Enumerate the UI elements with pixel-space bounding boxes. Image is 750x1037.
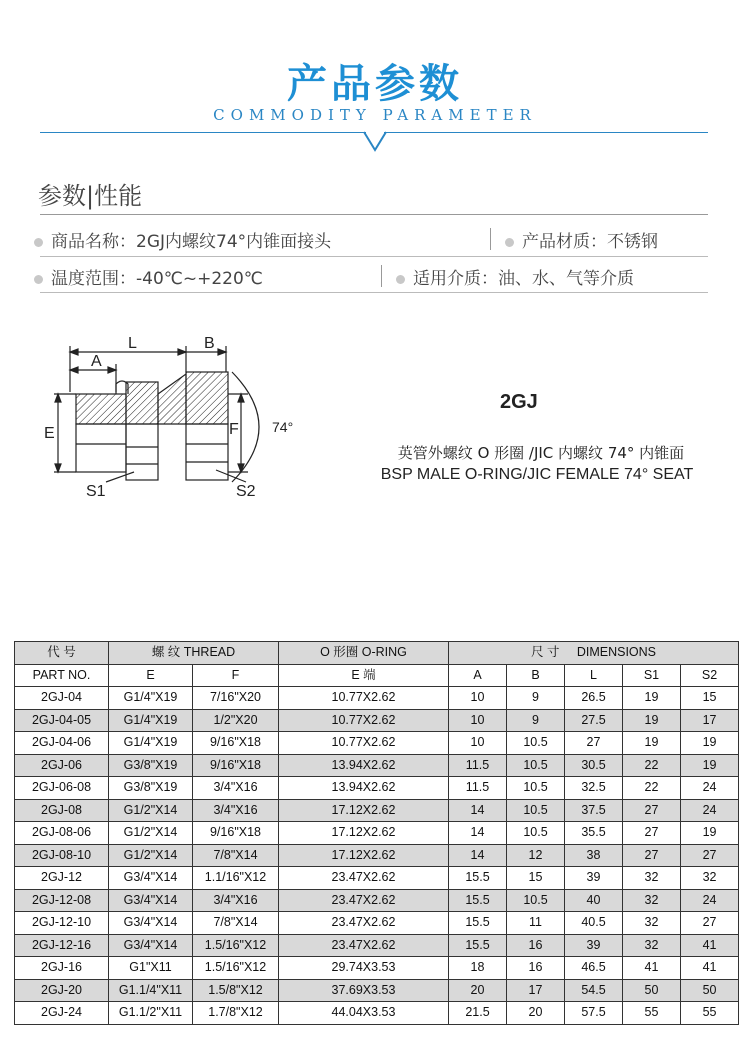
cell-oring-e-end: 10.77X2.62 xyxy=(279,709,449,732)
cell-dim-s1: 55 xyxy=(623,1002,681,1025)
spec-product-name-text: 商品名称：2GJ内螺纹74°内锥面接头 xyxy=(51,232,332,252)
cell-part-no: 2GJ-08-06 xyxy=(15,822,109,845)
chevron-down-icon xyxy=(362,124,388,152)
cell-dim-s2: 41 xyxy=(681,957,739,980)
cell-dim-a: 10 xyxy=(449,687,507,710)
cell-thread-e: G1/4"X19 xyxy=(109,709,193,732)
cell-dim-a: 11.5 xyxy=(449,754,507,777)
cell-dim-s1: 22 xyxy=(623,777,681,800)
header-l: L xyxy=(565,664,623,687)
table-row xyxy=(15,732,739,755)
cell-dim-s2: 24 xyxy=(681,889,739,912)
cell-dim-a: 21.5 xyxy=(449,1002,507,1025)
header-e-end: E 端 xyxy=(279,664,449,687)
cell-dim-a: 14 xyxy=(449,844,507,867)
cell-oring-e-end: 37.69X3.53 xyxy=(279,979,449,1002)
cell-dim-a: 15.5 xyxy=(449,867,507,890)
page-subtitle: COMMODITY PARAMETER xyxy=(213,106,537,124)
cell-thread-e: G1"X11 xyxy=(109,957,193,980)
dim-label-s1: S1 xyxy=(86,483,106,500)
title-divider-left xyxy=(40,132,366,133)
cell-dim-b: 16 xyxy=(507,957,565,980)
spec-medium xyxy=(396,264,634,289)
table-row xyxy=(15,889,739,912)
cell-thread-f: 7/16"X20 xyxy=(193,687,279,710)
dim-label-l: L xyxy=(128,335,137,352)
product-description-cn: 英管外螺纹 O 形圈 /JIC 内螺纹 74° 内锥面 xyxy=(397,444,685,462)
header-thread: 螺 纹 THREAD xyxy=(109,642,279,665)
spec-row-divider xyxy=(40,292,708,293)
cell-thread-e: G1/2"X14 xyxy=(109,844,193,867)
cell-dim-a: 10 xyxy=(449,732,507,755)
spec-separator xyxy=(381,265,382,287)
bullet-icon xyxy=(396,275,405,284)
cell-part-no: 2GJ-08 xyxy=(15,799,109,822)
cell-dim-s2: 41 xyxy=(681,934,739,957)
cell-dim-l: 26.5 xyxy=(565,687,623,710)
cell-dim-s1: 32 xyxy=(623,912,681,935)
cell-dim-s2: 19 xyxy=(681,732,739,755)
cell-oring-e-end: 23.47X2.62 xyxy=(279,889,449,912)
cell-thread-f: 3/4"X16 xyxy=(193,777,279,800)
cell-dim-s1: 27 xyxy=(623,844,681,867)
spec-temperature-text: 温度范围：-40℃~+220℃ xyxy=(51,269,263,289)
header-dimensions xyxy=(449,642,739,665)
cell-thread-e: G3/8"X19 xyxy=(109,754,193,777)
table-row xyxy=(15,912,739,935)
cell-dim-s1: 19 xyxy=(623,687,681,710)
spec-material-text: 产品材质：不锈钢 xyxy=(522,232,658,252)
cell-dim-b: 17 xyxy=(507,979,565,1002)
cell-part-no: 2GJ-06-08 xyxy=(15,777,109,800)
cell-dim-s1: 19 xyxy=(623,732,681,755)
cell-dim-b: 10.5 xyxy=(507,732,565,755)
cell-oring-e-end: 17.12X2.62 xyxy=(279,799,449,822)
cell-dim-s1: 32 xyxy=(623,934,681,957)
dim-label-angle: 74° xyxy=(272,419,294,435)
table-body xyxy=(15,687,739,1025)
cell-dim-a: 14 xyxy=(449,799,507,822)
cell-dim-a: 15.5 xyxy=(449,889,507,912)
cell-oring-e-end: 10.77X2.62 xyxy=(279,687,449,710)
page-title: 产品参数 xyxy=(287,61,463,107)
cell-dim-b: 10.5 xyxy=(507,799,565,822)
cell-oring-e-end: 17.12X2.62 xyxy=(279,822,449,845)
table-header-row xyxy=(15,642,739,665)
cell-dim-l: 37.5 xyxy=(565,799,623,822)
cell-dim-l: 54.5 xyxy=(565,979,623,1002)
cell-dim-s2: 24 xyxy=(681,799,739,822)
header-b: B xyxy=(507,664,565,687)
cell-oring-e-end: 23.47X2.62 xyxy=(279,934,449,957)
header-dimensions-cn: 尺 寸 xyxy=(530,645,560,660)
cell-thread-f: 1.5/16"X12 xyxy=(193,934,279,957)
cell-dim-s1: 22 xyxy=(623,754,681,777)
spec-temperature xyxy=(34,264,263,289)
cell-dim-l: 40 xyxy=(565,889,623,912)
dim-label-b: B xyxy=(204,335,215,352)
cell-thread-f: 3/4"X16 xyxy=(193,799,279,822)
bullet-icon xyxy=(34,238,43,247)
cell-dim-s2: 17 xyxy=(681,709,739,732)
cell-part-no: 2GJ-08-10 xyxy=(15,844,109,867)
cell-dim-s1: 27 xyxy=(623,799,681,822)
cell-dim-b: 10.5 xyxy=(507,754,565,777)
bullet-icon xyxy=(505,238,514,247)
bullet-icon xyxy=(34,275,43,284)
cell-part-no: 2GJ-06 xyxy=(15,754,109,777)
spec-product-name xyxy=(34,227,331,252)
cell-part-no: 2GJ-04-05 xyxy=(15,709,109,732)
table-row xyxy=(15,979,739,1002)
cell-dim-a: 11.5 xyxy=(449,777,507,800)
cell-dim-l: 27 xyxy=(565,732,623,755)
cell-oring-e-end: 17.12X2.62 xyxy=(279,844,449,867)
cell-dim-s1: 50 xyxy=(623,979,681,1002)
cell-thread-f: 9/16"X18 xyxy=(193,822,279,845)
cell-dim-a: 20 xyxy=(449,979,507,1002)
cell-thread-e: G1.1/2"X11 xyxy=(109,1002,193,1025)
table-row xyxy=(15,867,739,890)
table-row xyxy=(15,777,739,800)
cell-dim-s2: 32 xyxy=(681,867,739,890)
title-divider-right xyxy=(384,132,708,133)
cell-dim-a: 15.5 xyxy=(449,912,507,935)
cell-dim-b: 9 xyxy=(507,687,565,710)
cell-dim-l: 46.5 xyxy=(565,957,623,980)
cell-part-no: 2GJ-04 xyxy=(15,687,109,710)
cell-dim-l: 57.5 xyxy=(565,1002,623,1025)
cell-dim-s2: 55 xyxy=(681,1002,739,1025)
cell-thread-e: G3/4"X14 xyxy=(109,934,193,957)
cell-thread-f: 9/16"X18 xyxy=(193,732,279,755)
cell-part-no: 2GJ-12-16 xyxy=(15,934,109,957)
table-row xyxy=(15,709,739,732)
cell-part-no: 2GJ-12-08 xyxy=(15,889,109,912)
cell-oring-e-end: 44.04X3.53 xyxy=(279,1002,449,1025)
cell-oring-e-end: 13.94X2.62 xyxy=(279,777,449,800)
cell-thread-e: G3/8"X19 xyxy=(109,777,193,800)
header-a: A xyxy=(449,664,507,687)
cell-dim-s2: 24 xyxy=(681,777,739,800)
cell-dim-s2: 50 xyxy=(681,979,739,1002)
cell-dim-l: 40.5 xyxy=(565,912,623,935)
cell-dim-s2: 19 xyxy=(681,822,739,845)
cell-dim-s1: 41 xyxy=(623,957,681,980)
header-part-no: PART NO. xyxy=(15,664,109,687)
cell-dim-l: 30.5 xyxy=(565,754,623,777)
header-oring: O 形圈 O-RING xyxy=(279,642,449,665)
cell-thread-f: 1.5/16"X12 xyxy=(193,957,279,980)
cell-dim-b: 20 xyxy=(507,1002,565,1025)
cell-thread-e: G1/4"X19 xyxy=(109,687,193,710)
cell-dim-b: 10.5 xyxy=(507,777,565,800)
product-code: 2GJ xyxy=(500,391,538,413)
cell-thread-e: G1/2"X14 xyxy=(109,822,193,845)
dimensions-table xyxy=(14,641,739,1025)
cell-thread-f: 7/8"X14 xyxy=(193,912,279,935)
table-row xyxy=(15,687,739,710)
cell-dim-s1: 19 xyxy=(623,709,681,732)
cell-dim-l: 27.5 xyxy=(565,709,623,732)
header-code: 代 号 xyxy=(15,642,109,665)
cell-dim-b: 9 xyxy=(507,709,565,732)
product-description-en: BSP MALE O-RING/JIC FEMALE 74° SEAT xyxy=(380,466,694,483)
cell-thread-f: 3/4"X16 xyxy=(193,889,279,912)
table-row xyxy=(15,754,739,777)
cell-dim-b: 16 xyxy=(507,934,565,957)
section-divider xyxy=(40,214,708,215)
cell-thread-e: G1/2"X14 xyxy=(109,799,193,822)
cell-thread-e: G3/4"X14 xyxy=(109,912,193,935)
cell-part-no: 2GJ-12 xyxy=(15,867,109,890)
dim-label-e: E xyxy=(44,425,55,442)
cell-dim-b: 11 xyxy=(507,912,565,935)
cell-thread-e: G3/4"X14 xyxy=(109,867,193,890)
cell-thread-f: 7/8"X14 xyxy=(193,844,279,867)
cell-dim-s2: 27 xyxy=(681,844,739,867)
cell-dim-b: 15 xyxy=(507,867,565,890)
table-row xyxy=(15,844,739,867)
cell-dim-s2: 19 xyxy=(681,754,739,777)
cell-part-no: 2GJ-20 xyxy=(15,979,109,1002)
cell-part-no: 2GJ-16 xyxy=(15,957,109,980)
cell-dim-l: 39 xyxy=(565,934,623,957)
cell-dim-a: 10 xyxy=(449,709,507,732)
fitting-drawing xyxy=(36,332,316,502)
cell-thread-f: 1.5/8"X12 xyxy=(193,979,279,1002)
cell-dim-b: 10.5 xyxy=(507,889,565,912)
table-row xyxy=(15,957,739,980)
table-row xyxy=(15,934,739,957)
spec-medium-text: 适用介质：油、水、气等介质 xyxy=(413,269,634,289)
cell-oring-e-end: 10.77X2.62 xyxy=(279,732,449,755)
cell-part-no: 2GJ-12-10 xyxy=(15,912,109,935)
cell-dim-a: 14 xyxy=(449,822,507,845)
cell-dim-b: 10.5 xyxy=(507,822,565,845)
table-row xyxy=(15,822,739,845)
cell-dim-l: 32.5 xyxy=(565,777,623,800)
header-f: F xyxy=(193,664,279,687)
header-e: E xyxy=(109,664,193,687)
header-s1: S1 xyxy=(623,664,681,687)
cell-thread-f: 1/2"X20 xyxy=(193,709,279,732)
cell-thread-e: G1.1/4"X11 xyxy=(109,979,193,1002)
table-row xyxy=(15,1002,739,1025)
dim-label-s2: S2 xyxy=(236,483,256,500)
cell-dim-s1: 32 xyxy=(623,889,681,912)
cell-dim-b: 12 xyxy=(507,844,565,867)
table-row xyxy=(15,799,739,822)
cell-part-no: 2GJ-24 xyxy=(15,1002,109,1025)
spec-row-divider xyxy=(40,256,708,257)
cell-dim-a: 18 xyxy=(449,957,507,980)
cell-dim-l: 35.5 xyxy=(565,822,623,845)
header-dimensions-en: DIMENSIONS xyxy=(576,645,657,660)
cell-oring-e-end: 23.47X2.62 xyxy=(279,912,449,935)
cell-oring-e-end: 13.94X2.62 xyxy=(279,754,449,777)
cell-dim-s1: 27 xyxy=(623,822,681,845)
dim-label-a: A xyxy=(91,353,102,370)
cell-dim-s2: 27 xyxy=(681,912,739,935)
cell-thread-f: 1.7/8"X12 xyxy=(193,1002,279,1025)
dim-label-f: F xyxy=(229,421,239,438)
cell-part-no: 2GJ-04-06 xyxy=(15,732,109,755)
cell-dim-l: 39 xyxy=(565,867,623,890)
cell-oring-e-end: 29.74X3.53 xyxy=(279,957,449,980)
section-title: 参数|性能 xyxy=(38,182,143,210)
table-subheader-row xyxy=(15,664,739,687)
header-s2: S2 xyxy=(681,664,739,687)
cell-dim-l: 38 xyxy=(565,844,623,867)
cell-thread-f: 9/16"X18 xyxy=(193,754,279,777)
spec-material xyxy=(505,227,658,252)
cell-thread-f: 1.1/16"X12 xyxy=(193,867,279,890)
cell-oring-e-end: 23.47X2.62 xyxy=(279,867,449,890)
spec-separator xyxy=(490,228,491,250)
cell-dim-a: 15.5 xyxy=(449,934,507,957)
cell-thread-e: G1/4"X19 xyxy=(109,732,193,755)
cell-dim-s2: 15 xyxy=(681,687,739,710)
cell-thread-e: G3/4"X14 xyxy=(109,889,193,912)
cell-dim-s1: 32 xyxy=(623,867,681,890)
